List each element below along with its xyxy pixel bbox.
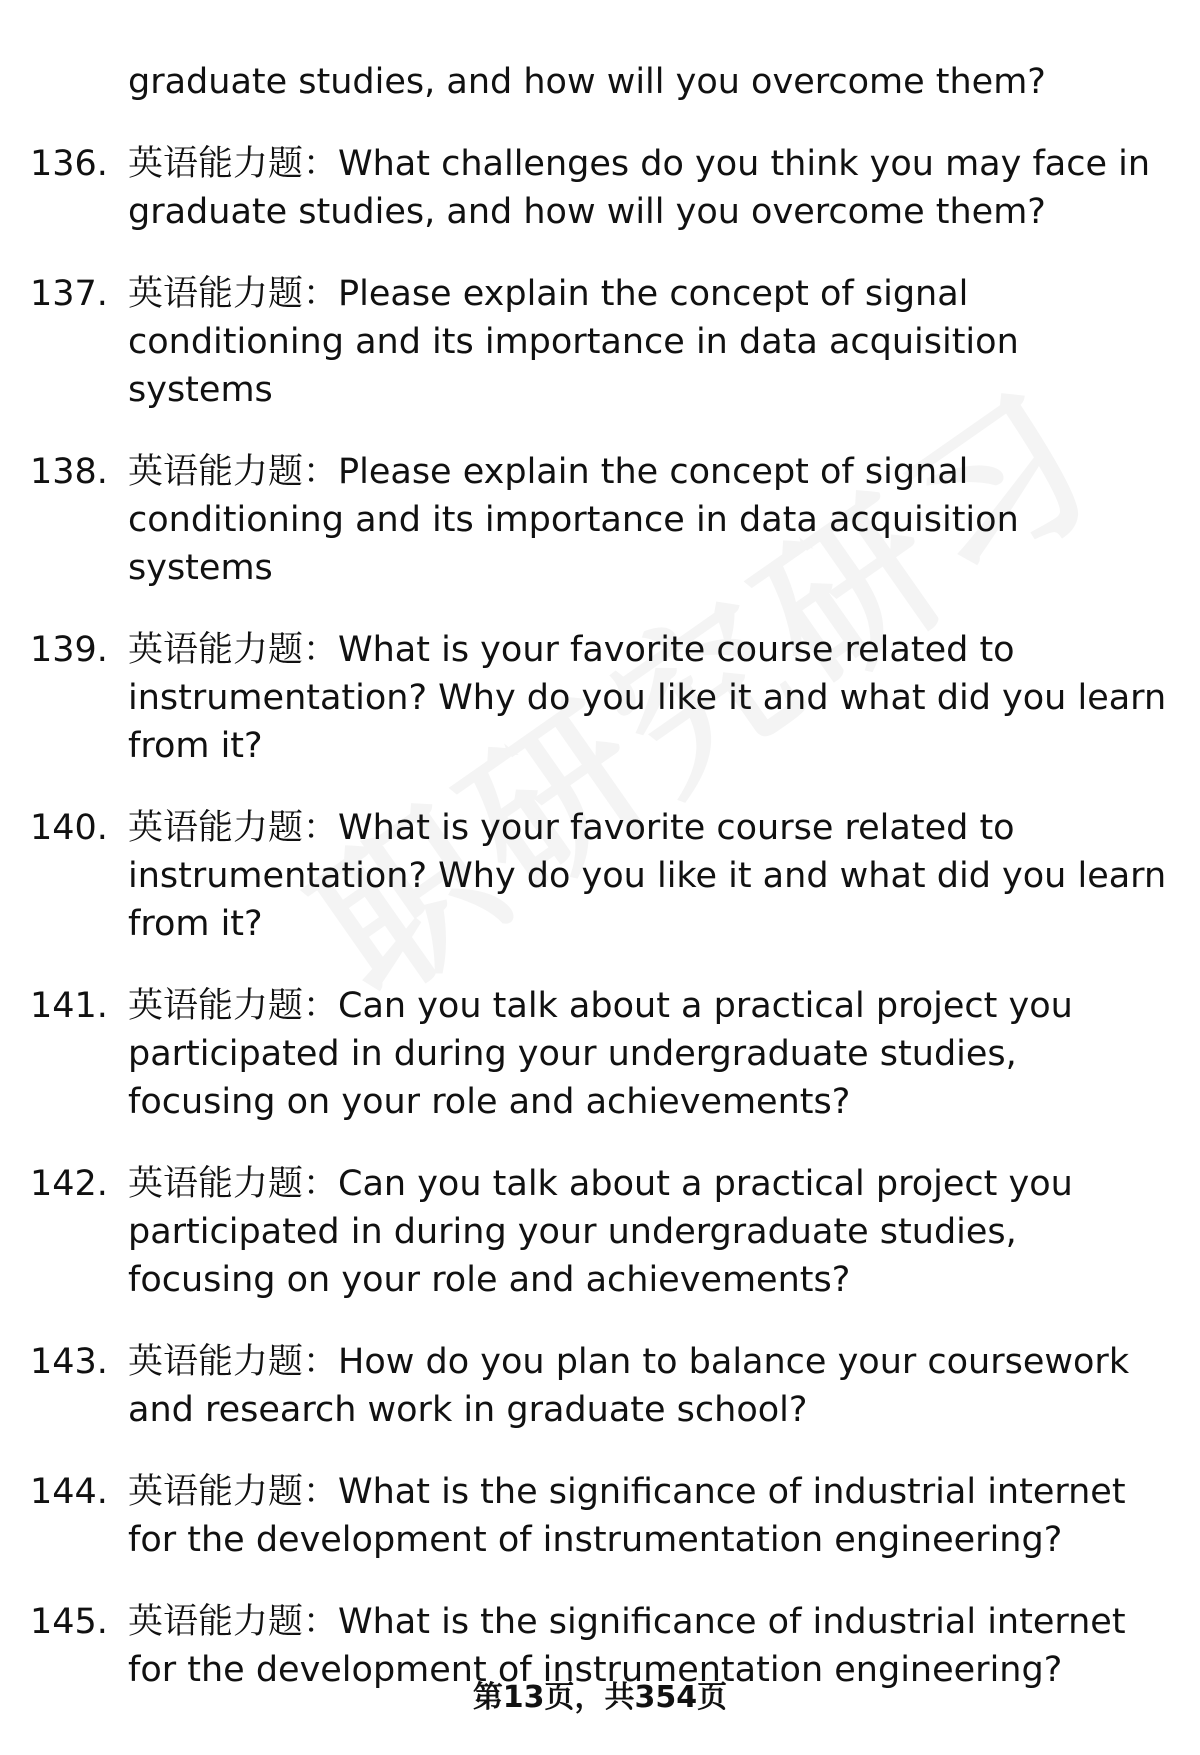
- question-category: 英语能力题：: [128, 808, 339, 848]
- question-number: 137.: [30, 274, 108, 314]
- question-category: 英语能力题：: [128, 452, 339, 492]
- question-category: 英语能力题：: [128, 1342, 339, 1382]
- question-text: How do you plan to balance your coursework and research work in graduate school?: [128, 1342, 1130, 1430]
- question-text: What challenges do you think you may face in graduate studies, and how will you overcome them?: [128, 144, 1151, 232]
- question-item: [30, 804, 1170, 948]
- question-text: What is your favorite course related to instrumentation? Why do you like it and what did you learn from it?: [128, 630, 1167, 766]
- question-category: 英语能力题：: [128, 986, 339, 1026]
- question-category: 英语能力题：: [128, 1602, 339, 1642]
- question-item: [30, 626, 1170, 770]
- question-text: Please explain the concept of signal conditioning and its importance in data acquisition systems: [128, 274, 1019, 410]
- question-number: 141.: [30, 986, 108, 1026]
- question-category: 英语能力题：: [128, 1164, 339, 1204]
- question-number: 144.: [30, 1472, 108, 1512]
- question-number: 136.: [30, 144, 108, 184]
- question-item: [30, 448, 1170, 592]
- question-number: 142.: [30, 1164, 108, 1204]
- question-text: Please explain the concept of signal conditioning and its importance in data acquisition systems: [128, 452, 1019, 588]
- question-number: 145.: [30, 1602, 108, 1642]
- question-item: [30, 1338, 1170, 1434]
- question-item: [30, 982, 1170, 1126]
- continued-question-text: graduate studies, and how will you overcome them?: [128, 62, 1046, 102]
- question-number: 140.: [30, 808, 108, 848]
- question-category: 英语能力题：: [128, 274, 339, 314]
- question-item: [30, 140, 1170, 236]
- question-text: What is the significance of industrial internet for the development of instrumentation engineering?: [128, 1472, 1126, 1560]
- question-list: [30, 58, 1170, 1728]
- question-item: [30, 270, 1170, 414]
- question-text: Can you talk about a practical project you participated in during your undergraduate studies, focusing on your role and achievements?: [128, 1164, 1073, 1300]
- question-number: 138.: [30, 452, 108, 492]
- question-item: [30, 1468, 1170, 1564]
- page-number-footer: 第13页，共354页: [472, 1680, 728, 1715]
- question-number: 139.: [30, 630, 108, 670]
- question-text: What is the significance of industrial internet for the development of instrumentation engineering?: [128, 1602, 1126, 1690]
- question-number: 143.: [30, 1342, 108, 1382]
- question-category: 英语能力题：: [128, 144, 339, 184]
- question-text: What is your favorite course related to instrumentation? Why do you like it and what did you learn from it?: [128, 808, 1167, 944]
- question-item: [30, 1160, 1170, 1304]
- question-category: 英语能力题：: [128, 1472, 339, 1512]
- question-text: Can you talk about a practical project you participated in during your undergraduate studies, focusing on your role and achievements?: [128, 986, 1073, 1122]
- question-category: 英语能力题：: [128, 630, 339, 670]
